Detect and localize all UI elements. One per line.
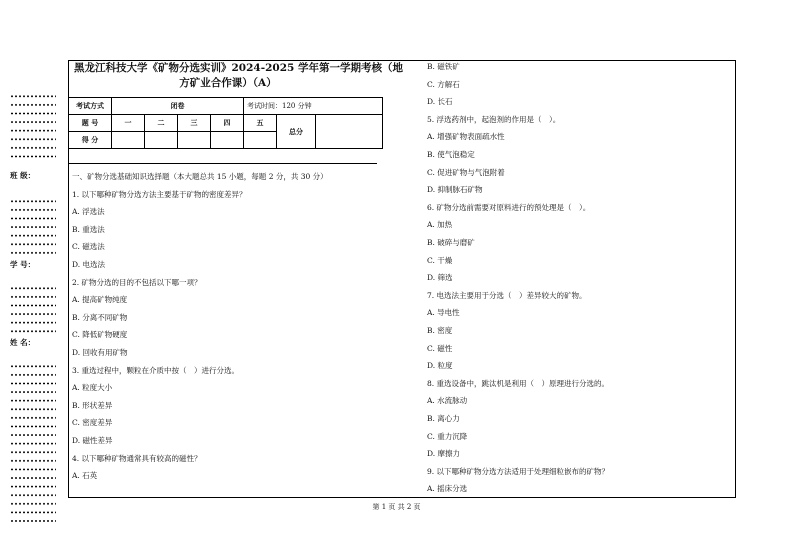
answer-option: D. 电选法	[72, 260, 106, 269]
student-id-label: 学 号：	[10, 260, 36, 269]
score-table	[68, 97, 383, 149]
answer-option: C. 磁选法	[72, 242, 105, 252]
score-label: 得 分	[69, 132, 112, 149]
exam-title-line2: 方矿业合作课）（A）	[179, 77, 277, 89]
class-label: 班 级：	[10, 171, 36, 180]
score-cell	[211, 132, 244, 149]
question-text: 4. 以下哪种矿物通常具有较高的磁性？	[72, 453, 202, 463]
answer-option: B. 使气泡稳定	[427, 150, 475, 159]
exam-time: 考试时间：120 分钟	[244, 98, 383, 115]
question-text: 5. 浮选药剂中，起泡剂的作用是（ ）。	[427, 114, 561, 124]
exam-mode-value: 闭卷	[112, 98, 244, 115]
column-header: 五	[244, 115, 277, 132]
answer-option: D. 粒度	[427, 361, 453, 371]
answer-option: A. 增强矿物表面疏水性	[427, 132, 505, 142]
answer-option: C. 重力沉降	[427, 431, 468, 441]
answer-option: A. 提高矿物纯度	[72, 295, 128, 305]
question-text: 9. 以下哪种矿物分选方法适用于处理细粒嵌布的矿物？	[427, 466, 610, 476]
answer-option: B. 形状差异	[72, 400, 113, 410]
answer-option: B. 密度	[427, 326, 453, 335]
score-cell	[178, 132, 211, 149]
question-text: 8. 重选设备中，跳汰机是利用（ ）原理进行分选的。	[427, 378, 610, 388]
answer-option: B. 分离不同矿物	[72, 312, 128, 322]
column-header: 四	[211, 115, 244, 132]
answer-option: B. 离心力	[427, 414, 460, 423]
question-text: 6. 矿物分选前需要对原料进行的预处理是（ ）。	[427, 202, 591, 212]
answer-option: B. 破碎与磨矿	[427, 238, 475, 247]
answer-option: C. 促进矿物与气泡附着	[427, 167, 505, 177]
page-footer: 第 1 页 共 2 页	[372, 503, 421, 511]
answer-option: C. 干燥	[427, 255, 453, 265]
score-cell	[145, 132, 178, 149]
score-cell	[112, 132, 145, 149]
answer-option: A. 导电性	[427, 308, 460, 318]
exam-title-line1: 黑龙江科技大学《矿物分选实训》2024-2025 学年第一学期考核（地	[74, 62, 403, 74]
column-header: 一	[112, 115, 145, 132]
answer-option: B. 磁铁矿	[427, 62, 460, 71]
binding-line-dots	[10, 284, 56, 336]
answer-option: A. 粒度大小	[72, 383, 113, 393]
question-text: 7. 电选法主要用于分选（ ）差异较大的矿物。	[427, 290, 587, 300]
answer-option: A. 石英	[72, 471, 98, 481]
answer-option: D. 抑制脉石矿物	[427, 185, 483, 195]
question-no-label: 题 号	[69, 115, 112, 132]
question-text: 1. 以下哪种矿物分选方法主要基于矿物的密度差异？	[72, 189, 247, 199]
answer-option: C. 方解石	[427, 79, 460, 89]
column-header: 三	[178, 115, 211, 132]
exam-mode-label: 考试方式	[69, 98, 112, 115]
answer-option: A. 水流脉动	[427, 396, 468, 406]
answer-option: A. 加热	[427, 220, 453, 230]
answer-option: D. 长石	[427, 97, 453, 107]
question-text: 2. 矿物分选的目的不包括以下哪一项？	[72, 277, 202, 287]
question-text: 一、矿物分选基础知识选择题（本大题总共 15 小题，每题 2 分，共 30 分）	[72, 172, 328, 181]
total-score-cell	[316, 115, 383, 149]
answer-option: C. 磁性	[427, 343, 453, 353]
name-label: 姓 名：	[10, 338, 36, 347]
answer-option: D. 磁性差异	[72, 436, 113, 445]
binding-line-dots	[10, 197, 56, 257]
answer-option: D. 摩擦力	[427, 449, 461, 459]
total-label: 总分	[277, 115, 316, 149]
answer-option: A. 摇床分选	[427, 484, 468, 494]
answer-option: B. 重选法	[72, 224, 105, 234]
answer-option: A. 浮选法	[72, 207, 105, 217]
question-text: 3. 重选过程中，颗粒在介质中按（ ）进行分选。	[72, 365, 240, 375]
column-header: 二	[145, 115, 178, 132]
binding-line-dots	[10, 92, 56, 161]
answer-option: D. 筛选	[427, 273, 453, 283]
score-cell	[244, 132, 277, 149]
divider	[68, 163, 377, 164]
answer-option: C. 降低矿物硬度	[72, 330, 128, 340]
answer-option: C. 密度差异	[72, 418, 113, 428]
answer-option: D. 回收有用矿物	[72, 348, 128, 357]
